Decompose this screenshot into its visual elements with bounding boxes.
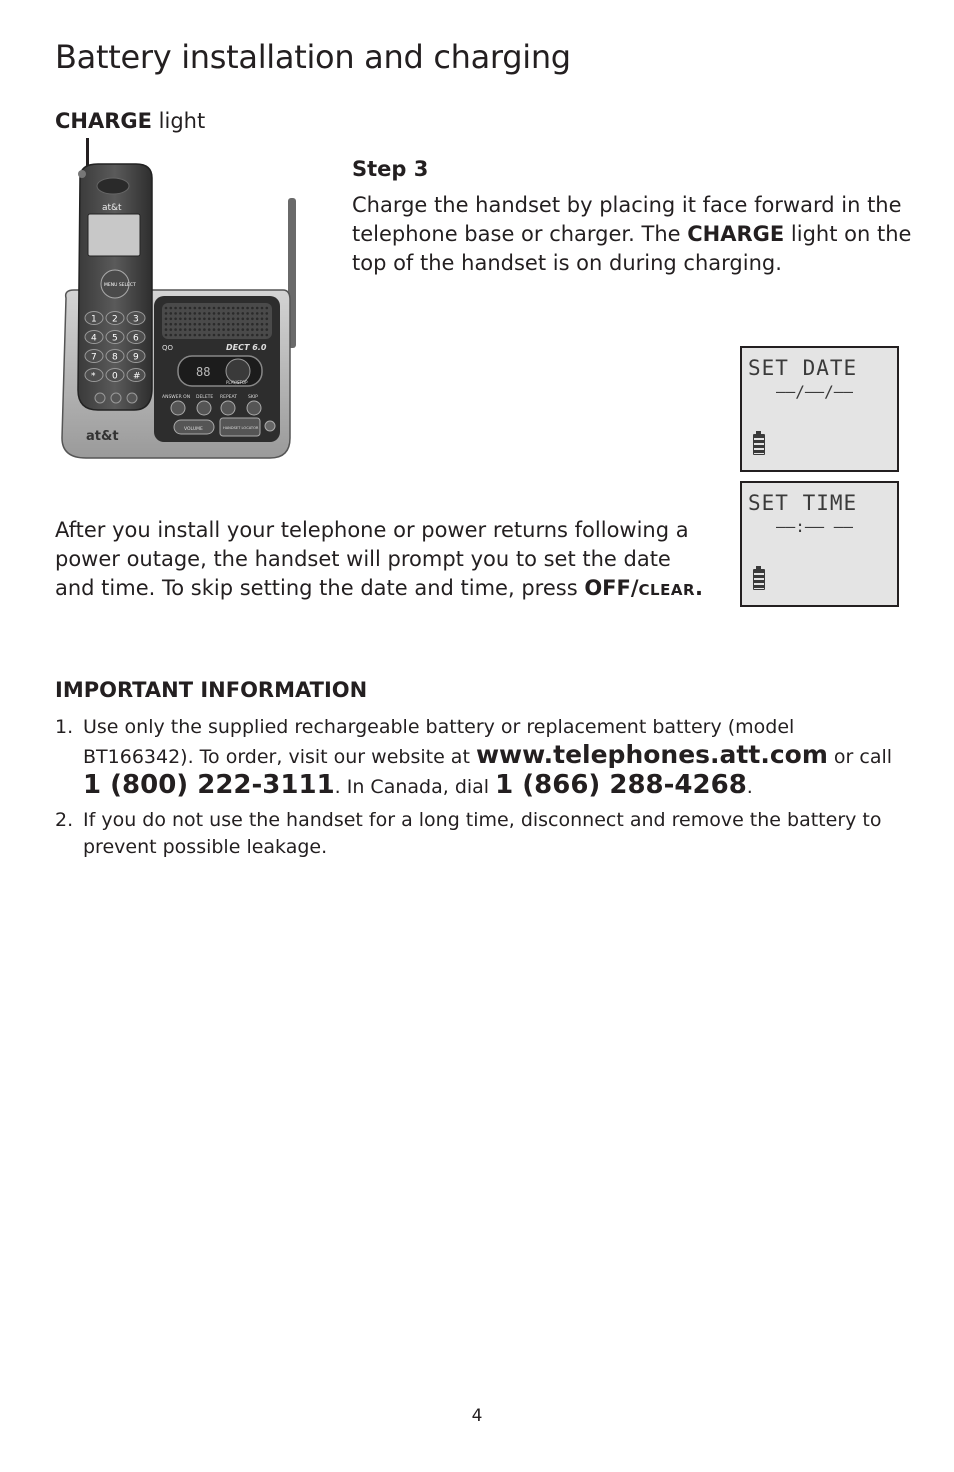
grille-hole <box>266 312 269 315</box>
grille-hole <box>237 334 240 337</box>
grille-hole <box>170 323 173 326</box>
mute-key <box>111 393 121 403</box>
grille-hole <box>189 323 192 326</box>
grille-hole <box>165 318 168 321</box>
grille-hole <box>165 323 168 326</box>
grille-hole <box>222 334 225 337</box>
power-button <box>171 401 185 415</box>
grille-hole <box>256 307 259 310</box>
grille-hole <box>218 318 221 321</box>
skip-label: SKIP <box>248 395 258 400</box>
grille-hole <box>256 323 259 326</box>
repeat-button <box>221 401 235 415</box>
grille-hole <box>213 307 216 310</box>
grille-hole <box>261 334 264 337</box>
grille-hole <box>246 323 249 326</box>
grille-hole <box>218 307 221 310</box>
keypad-key-label: 6 <box>133 333 139 344</box>
menu-select-label: MENU SELECT <box>104 283 136 288</box>
grille-hole <box>261 312 264 315</box>
grille-hole <box>198 328 201 331</box>
grille-hole <box>232 328 235 331</box>
grille-hole <box>232 312 235 315</box>
grille-hole <box>242 328 245 331</box>
keypad-key-label: 9 <box>133 352 139 363</box>
telephone-base-illustration <box>58 158 308 464</box>
charge-light-label <box>55 109 205 133</box>
grille-hole <box>222 312 225 315</box>
grille-hole <box>251 334 254 337</box>
dect-logo: DECT 6.0 <box>226 343 267 352</box>
grille-hole <box>194 323 197 326</box>
grille-hole <box>174 328 177 331</box>
grille-hole <box>246 334 249 337</box>
grille-hole <box>246 312 249 315</box>
lcd-date-title: SET DATE <box>748 356 858 380</box>
after-install-end: . <box>695 576 703 600</box>
item1-text3: . In Canada, dial <box>334 776 496 798</box>
delete-label: DELETE <box>196 395 214 400</box>
grille-hole <box>189 312 192 315</box>
grille-hole <box>174 318 177 321</box>
grille-hole <box>165 312 168 315</box>
grille-hole <box>184 312 187 315</box>
handset-screen <box>88 214 140 256</box>
locator-dot <box>265 421 275 431</box>
step-text-bold: CHARGE <box>687 222 785 246</box>
grille-hole <box>203 334 206 337</box>
grille-hole <box>189 334 192 337</box>
important-heading: IMPORTANT INFORMATION <box>55 678 368 702</box>
grille-hole <box>194 307 197 310</box>
canada-phone-number: 1 (866) 288-4268 <box>495 770 747 800</box>
grille-hole <box>170 312 173 315</box>
keypad-key-label: 3 <box>133 314 139 325</box>
grille-hole <box>203 312 206 315</box>
grille-hole <box>256 328 259 331</box>
after-install-text: After you install your telephone or power returns following a power outage, the handset will prompt you to set the date and time. To skip setting the date and time, press <box>55 518 689 600</box>
grille-hole <box>208 328 211 331</box>
grille-hole <box>246 318 249 321</box>
grille-hole <box>232 323 235 326</box>
delete-button <box>197 401 211 415</box>
grille-hole <box>203 318 206 321</box>
skip-button <box>247 401 261 415</box>
grille-hole <box>227 334 230 337</box>
grille-hole <box>232 307 235 310</box>
grille-hole <box>213 318 216 321</box>
grille-hole <box>170 334 173 337</box>
important-list <box>55 713 905 861</box>
step-3-section <box>352 155 912 278</box>
grille-hole <box>179 318 182 321</box>
step-text-after: light on the top of the handset is on during charging. <box>352 222 912 275</box>
grille-hole <box>198 307 201 310</box>
handset-locator-label: HANDSET LOCATOR <box>223 426 259 430</box>
grille-hole <box>198 334 201 337</box>
grille-hole <box>208 334 211 337</box>
grille-hole <box>174 307 177 310</box>
item1-text2: or call <box>827 746 893 768</box>
speaker-key <box>95 393 105 403</box>
grille-hole <box>208 307 211 310</box>
grille-hole <box>198 312 201 315</box>
grille-hole <box>174 334 177 337</box>
grille-hole <box>266 328 269 331</box>
keypad-key-label: # <box>133 371 141 382</box>
keypad-key-label: 0 <box>112 371 118 382</box>
grille-hole <box>266 323 269 326</box>
grille-hole <box>222 328 225 331</box>
grille-hole <box>179 328 182 331</box>
grille-hole <box>165 328 168 331</box>
lcd-time-value: ––:–– –– <box>776 517 854 536</box>
message-counter: 88 <box>196 365 211 379</box>
grille-hole <box>266 334 269 337</box>
grille-hole <box>251 328 254 331</box>
lcd-date-value: ––/––/–– <box>776 382 854 401</box>
grille-hole <box>165 307 168 310</box>
grille-hole <box>227 323 230 326</box>
grille-hole <box>242 323 245 326</box>
lcd-set-date <box>740 346 899 472</box>
clear-key: CLEAR <box>638 581 696 599</box>
grille-hole <box>266 307 269 310</box>
keypad-key-label: 1 <box>91 314 97 325</box>
grille-hole <box>256 312 259 315</box>
volume-label: VOLUME <box>184 427 203 432</box>
keypad-key-label: 4 <box>91 333 97 344</box>
keypad-key-label: 7 <box>91 352 97 363</box>
grille-hole <box>261 318 264 321</box>
keypad-key-label: 8 <box>112 352 118 363</box>
answer-on-label: ANSWER ON <box>162 395 191 400</box>
off-key: OFF/ <box>584 576 639 600</box>
step-text-before: Charge the handset by placing it face forward in the telephone base or charger. The <box>352 193 902 246</box>
charge-label-bold: CHARGE <box>55 109 152 133</box>
keypad-key-label: 5 <box>112 333 118 344</box>
grille-hole <box>184 323 187 326</box>
item1-text1: Use only the supplied rechargeable battery or replacement battery (model BT166342). To order, visit our website at <box>83 716 795 768</box>
grille-hole <box>179 323 182 326</box>
item-number: 2. <box>55 809 74 831</box>
grille-hole <box>237 307 240 310</box>
grille-hole <box>261 328 264 331</box>
grille-hole <box>198 323 201 326</box>
grille-hole <box>194 334 197 337</box>
us-phone-number: 1 (800) 222-3111 <box>83 770 335 800</box>
grille-hole <box>232 334 235 337</box>
battery-icon <box>753 569 765 590</box>
grille-hole <box>227 312 230 315</box>
grille-hole <box>218 323 221 326</box>
grille-hole <box>242 334 245 337</box>
grille-hole <box>179 334 182 337</box>
grille-hole <box>203 328 206 331</box>
grille-hole <box>170 328 173 331</box>
grille-hole <box>261 323 264 326</box>
grille-hole <box>261 307 264 310</box>
grille-hole <box>208 312 211 315</box>
grille-hole <box>246 307 249 310</box>
grille-hole <box>194 318 197 321</box>
grille-hole <box>189 307 192 310</box>
grille-hole <box>222 323 225 326</box>
item1-text4: . <box>746 776 753 798</box>
handset-brand-logo: at&t <box>102 203 122 213</box>
battery-icon <box>753 434 765 455</box>
grille-hole <box>222 318 225 321</box>
grille-hole <box>194 312 197 315</box>
list-item <box>55 807 905 861</box>
grille-hole <box>184 307 187 310</box>
base-brand-logo: at&t <box>86 429 119 444</box>
grille-hole <box>256 318 259 321</box>
grille-hole <box>237 318 240 321</box>
grille-hole <box>251 318 254 321</box>
grille-hole <box>251 307 254 310</box>
grille-hole <box>222 307 225 310</box>
grille-hole <box>218 312 221 315</box>
play-stop-label: PLAY/STOP <box>226 380 248 385</box>
grille-hole <box>218 328 221 331</box>
grille-hole <box>189 328 192 331</box>
grille-hole <box>256 334 259 337</box>
grille-hole <box>213 334 216 337</box>
lcd-set-time <box>740 481 899 607</box>
grille-hole <box>170 318 173 321</box>
grille-hole <box>203 307 206 310</box>
voicemail-icon: QO <box>162 344 174 352</box>
grille-hole <box>198 318 201 321</box>
keypad-key-label: 2 <box>112 314 118 325</box>
grille-hole <box>218 334 221 337</box>
grille-hole <box>227 328 230 331</box>
grille-hole <box>237 312 240 315</box>
grille-hole <box>213 323 216 326</box>
item-number: 1. <box>55 716 74 738</box>
grille-hole <box>170 307 173 310</box>
grille-hole <box>242 318 245 321</box>
grille-hole <box>208 323 211 326</box>
grille-hole <box>174 312 177 315</box>
grille-hole <box>237 328 240 331</box>
grille-hole <box>251 312 254 315</box>
page-title: Battery installation and charging <box>55 38 571 76</box>
speaker-grille <box>162 303 272 339</box>
grille-hole <box>179 312 182 315</box>
keypad-key-label: * <box>91 371 96 382</box>
grille-hole <box>266 318 269 321</box>
grille-hole <box>179 307 182 310</box>
grille-hole <box>227 318 230 321</box>
grille-hole <box>189 318 192 321</box>
grille-hole <box>246 328 249 331</box>
lcd-time-title: SET TIME <box>748 491 858 515</box>
grille-hole <box>227 307 230 310</box>
grille-hole <box>184 318 187 321</box>
step-title: Step 3 <box>352 157 429 181</box>
grille-hole <box>165 334 168 337</box>
grille-hole <box>208 318 211 321</box>
grille-hole <box>194 328 197 331</box>
grille-hole <box>242 312 245 315</box>
grille-hole <box>242 307 245 310</box>
repeat-label: REPEAT <box>220 395 238 400</box>
after-install-paragraph <box>55 516 715 605</box>
grille-hole <box>174 323 177 326</box>
redial-key <box>127 393 137 403</box>
charge-light <box>78 170 86 178</box>
list-item <box>55 713 905 801</box>
grille-hole <box>184 328 187 331</box>
grille-hole <box>251 323 254 326</box>
website-link[interactable]: www.telephones.att.com <box>475 740 828 769</box>
grille-hole <box>237 323 240 326</box>
page-number: 4 <box>471 1406 483 1426</box>
grille-hole <box>203 323 206 326</box>
grille-hole <box>232 318 235 321</box>
charge-label-rest: light <box>152 109 206 133</box>
grille-hole <box>213 328 216 331</box>
grille-hole <box>184 334 187 337</box>
earpiece <box>97 178 129 194</box>
item2-text: If you do not use the handset for a long time, disconnect and remove the battery to prevent possible leakage. <box>83 809 882 858</box>
grille-hole <box>213 312 216 315</box>
